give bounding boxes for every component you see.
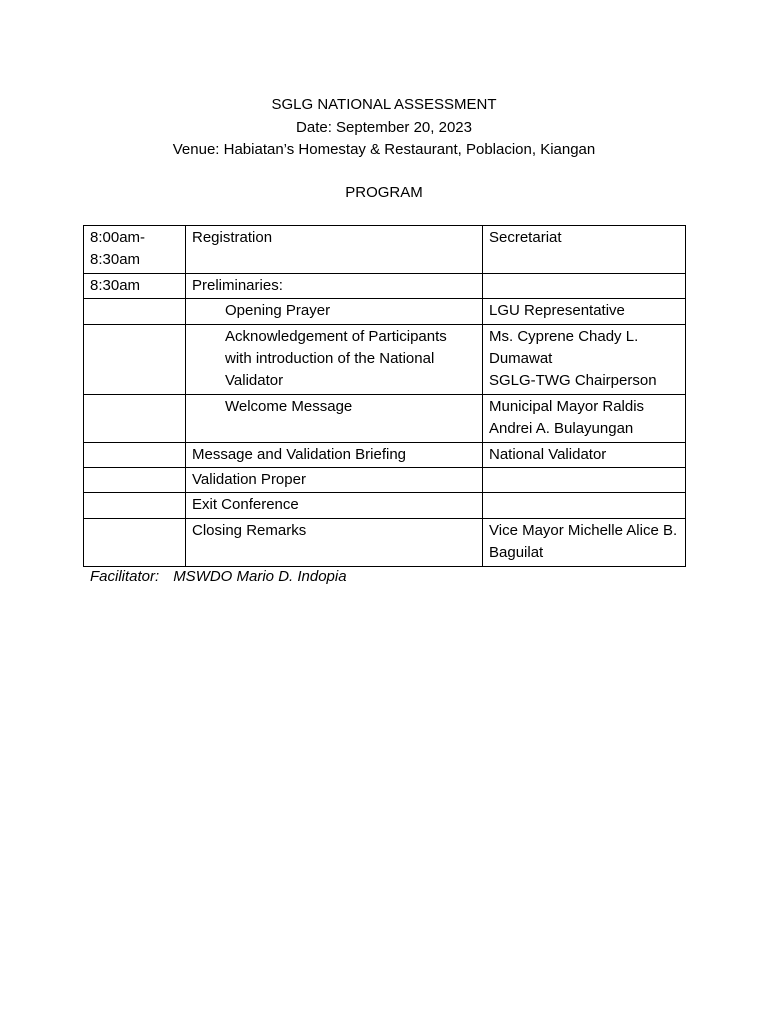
activity-text: Opening Prayer	[225, 302, 331, 320]
person-cell	[483, 468, 686, 493]
table-row	[84, 324, 686, 394]
time-cell	[84, 442, 186, 467]
time-cell	[84, 299, 186, 324]
document-header	[0, 94, 768, 162]
activity-text: Welcome Message	[225, 397, 353, 415]
activity-cell	[186, 324, 483, 394]
table-row	[84, 226, 686, 274]
time-cell: 8:00am- 8:30am	[84, 226, 186, 274]
activity-cell: Registration	[186, 226, 483, 274]
table-row	[84, 299, 686, 324]
facilitator-name: MSWDO Mario D. Indopia	[173, 568, 347, 585]
activity-cell: Validation Proper	[186, 468, 483, 493]
person-cell: National Validator	[483, 442, 686, 467]
program-heading: PROGRAM	[345, 184, 423, 201]
table-row	[84, 273, 686, 298]
person-cell	[483, 273, 686, 298]
activity-cell: Message and Validation Briefing	[186, 442, 483, 467]
person-text: Ms. Cyprene Chady L. Dumawat SGLG-TWG Chairperson	[489, 327, 657, 390]
person-cell	[483, 324, 686, 394]
table-row	[84, 468, 686, 493]
person-cell: Municipal Mayor Raldis Andrei A. Bulayungan	[483, 394, 686, 442]
person-cell: LGU Representative	[483, 299, 686, 324]
activity-text: Acknowledgement of Participants with introduction of the National Validator	[225, 327, 447, 390]
facilitator-line	[90, 566, 347, 588]
activity-cell: Exit Conference	[186, 493, 483, 518]
document-title: SGLG NATIONAL ASSESSMENT	[271, 96, 497, 113]
person-cell: Vice Mayor Michelle Alice B. Baguilat	[483, 518, 686, 566]
activity-cell: Preliminaries:	[186, 273, 483, 298]
activity-cell	[186, 394, 483, 442]
program-table	[83, 225, 686, 567]
table-row	[84, 394, 686, 442]
event-date: Date: September 20, 2023	[296, 118, 472, 136]
table-row	[84, 442, 686, 467]
time-cell	[84, 518, 186, 566]
time-cell: 8:30am	[84, 273, 186, 298]
table-row	[84, 493, 686, 518]
person-cell: Secretariat	[483, 226, 686, 274]
time-cell	[84, 493, 186, 518]
event-venue: Venue: Habiatan’s Homestay & Restaurant, Poblacion, Kiangan	[172, 141, 596, 158]
activity-cell	[186, 299, 483, 324]
time-cell	[84, 324, 186, 394]
table-row	[84, 518, 686, 566]
time-cell	[84, 468, 186, 493]
activity-cell: Closing Remarks	[186, 518, 483, 566]
time-cell	[84, 394, 186, 442]
person-cell	[483, 493, 686, 518]
facilitator-label: Facilitator:	[90, 568, 160, 585]
